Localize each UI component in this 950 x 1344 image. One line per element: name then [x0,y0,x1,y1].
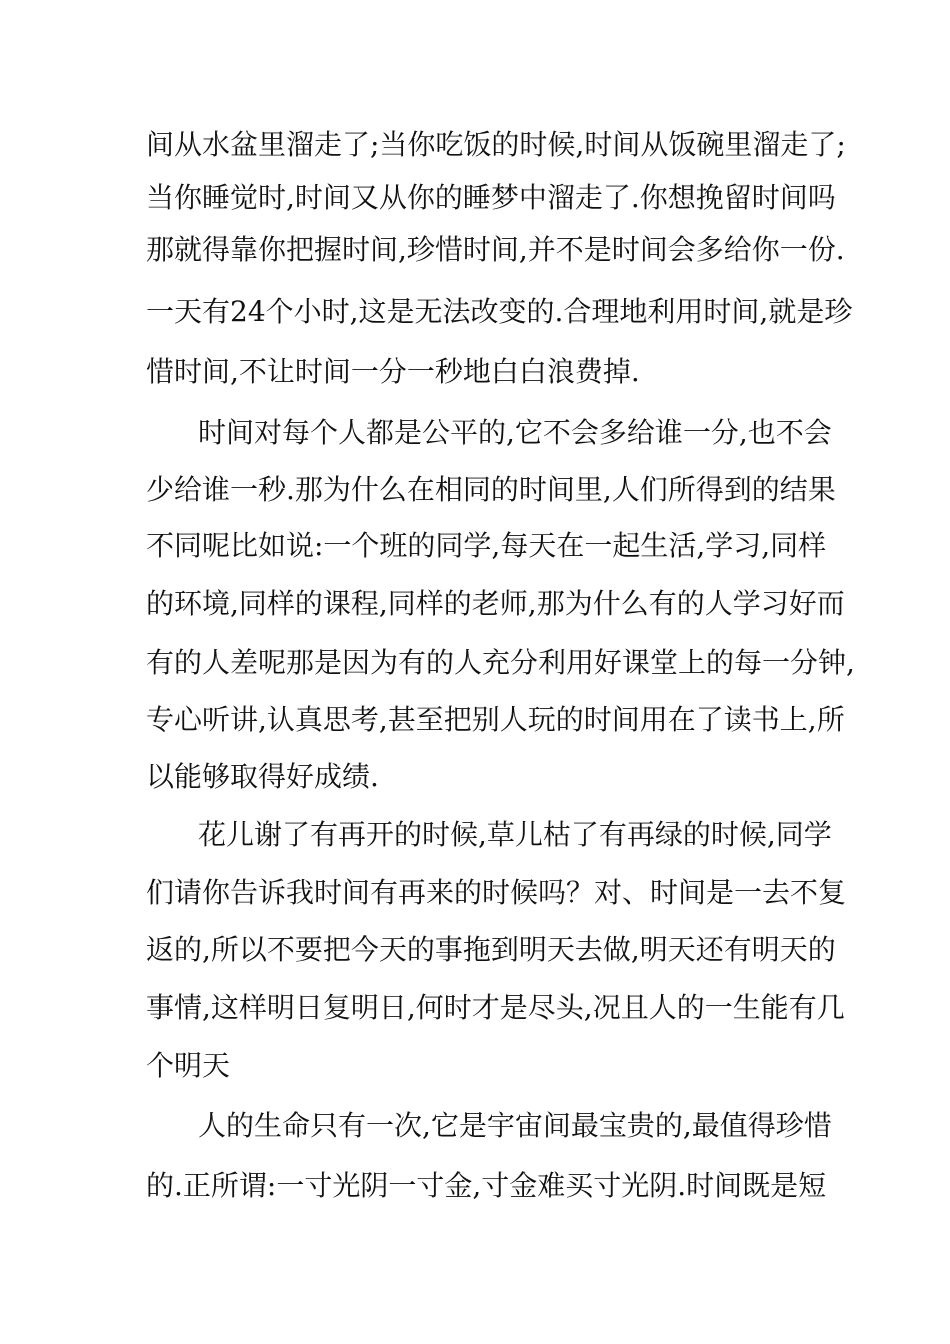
paragraph-1-line-5: 惜时间,不让时间一分一秒地白白浪费掉. [146,355,640,388]
paragraph-1-line-2: 当你睡觉时,时间又从你的睡梦中溜走了.你想挽留时间吗 [146,181,836,214]
paragraph-3-line-3: 返的,所以不要把今天的事拖到明天去做,明天还有明天的 [146,933,836,966]
paragraph-2-line-4: 的环境,同样的课程,同样的老师,那为什么有的人学习好而 [146,587,845,620]
paragraph-2-line-7: 以能够取得好成绩. [146,760,379,793]
paragraph-2-line-2: 少给谁一秒.那为什么在相同的时间里,人们所得到的结果 [146,473,836,506]
paragraph-1-line-4: 一天有24个小时,这是无法改变的.合理地利用时间,就是珍 [146,295,853,328]
paragraph-4-line-2: 的.正所谓:一寸光阴一寸金,寸金难买寸光阴.时间既是短 [146,1169,827,1202]
paragraph-2-line-1: 时间对每个人都是公平的,它不会多给谁一分,也不会 [198,416,832,449]
paragraph-3-line-5: 个明天 [146,1049,231,1082]
paragraph-3-line-4: 事情,这样明日复明日,何时才是尽头,况且人的一生能有几 [146,991,845,1024]
paragraph-1-line-1: 间从水盆里溜走了;当你吃饭的时候,时间从饭碗里溜走了; [146,128,846,161]
paragraph-4-line-1: 人的生命只有一次,它是宇宙间最宝贵的,最值得珍惜 [198,1109,832,1142]
paragraph-3-line-2: 们请你告诉我时间有再来的时候吗？对、时间是一去不复 [146,876,847,909]
paragraph-3-line-1: 花儿谢了有再开的时候,草儿枯了有再绿的时候,同学 [198,818,832,851]
paragraph-1-line-3: 那就得靠你把握时间,珍惜时间,并不是时间会多给你一份. [146,233,845,266]
paragraph-2-line-5: 有的人差呢那是因为有的人充分利用好课堂上的每一分钟, [146,646,855,679]
paragraph-2-line-6: 专心听讲,认真思考,甚至把别人玩的时间用在了读书上,所 [146,703,845,736]
paragraph-2-line-3: 不同呢比如说:一个班的同学,每天在一起生活,学习,同样 [146,529,827,562]
